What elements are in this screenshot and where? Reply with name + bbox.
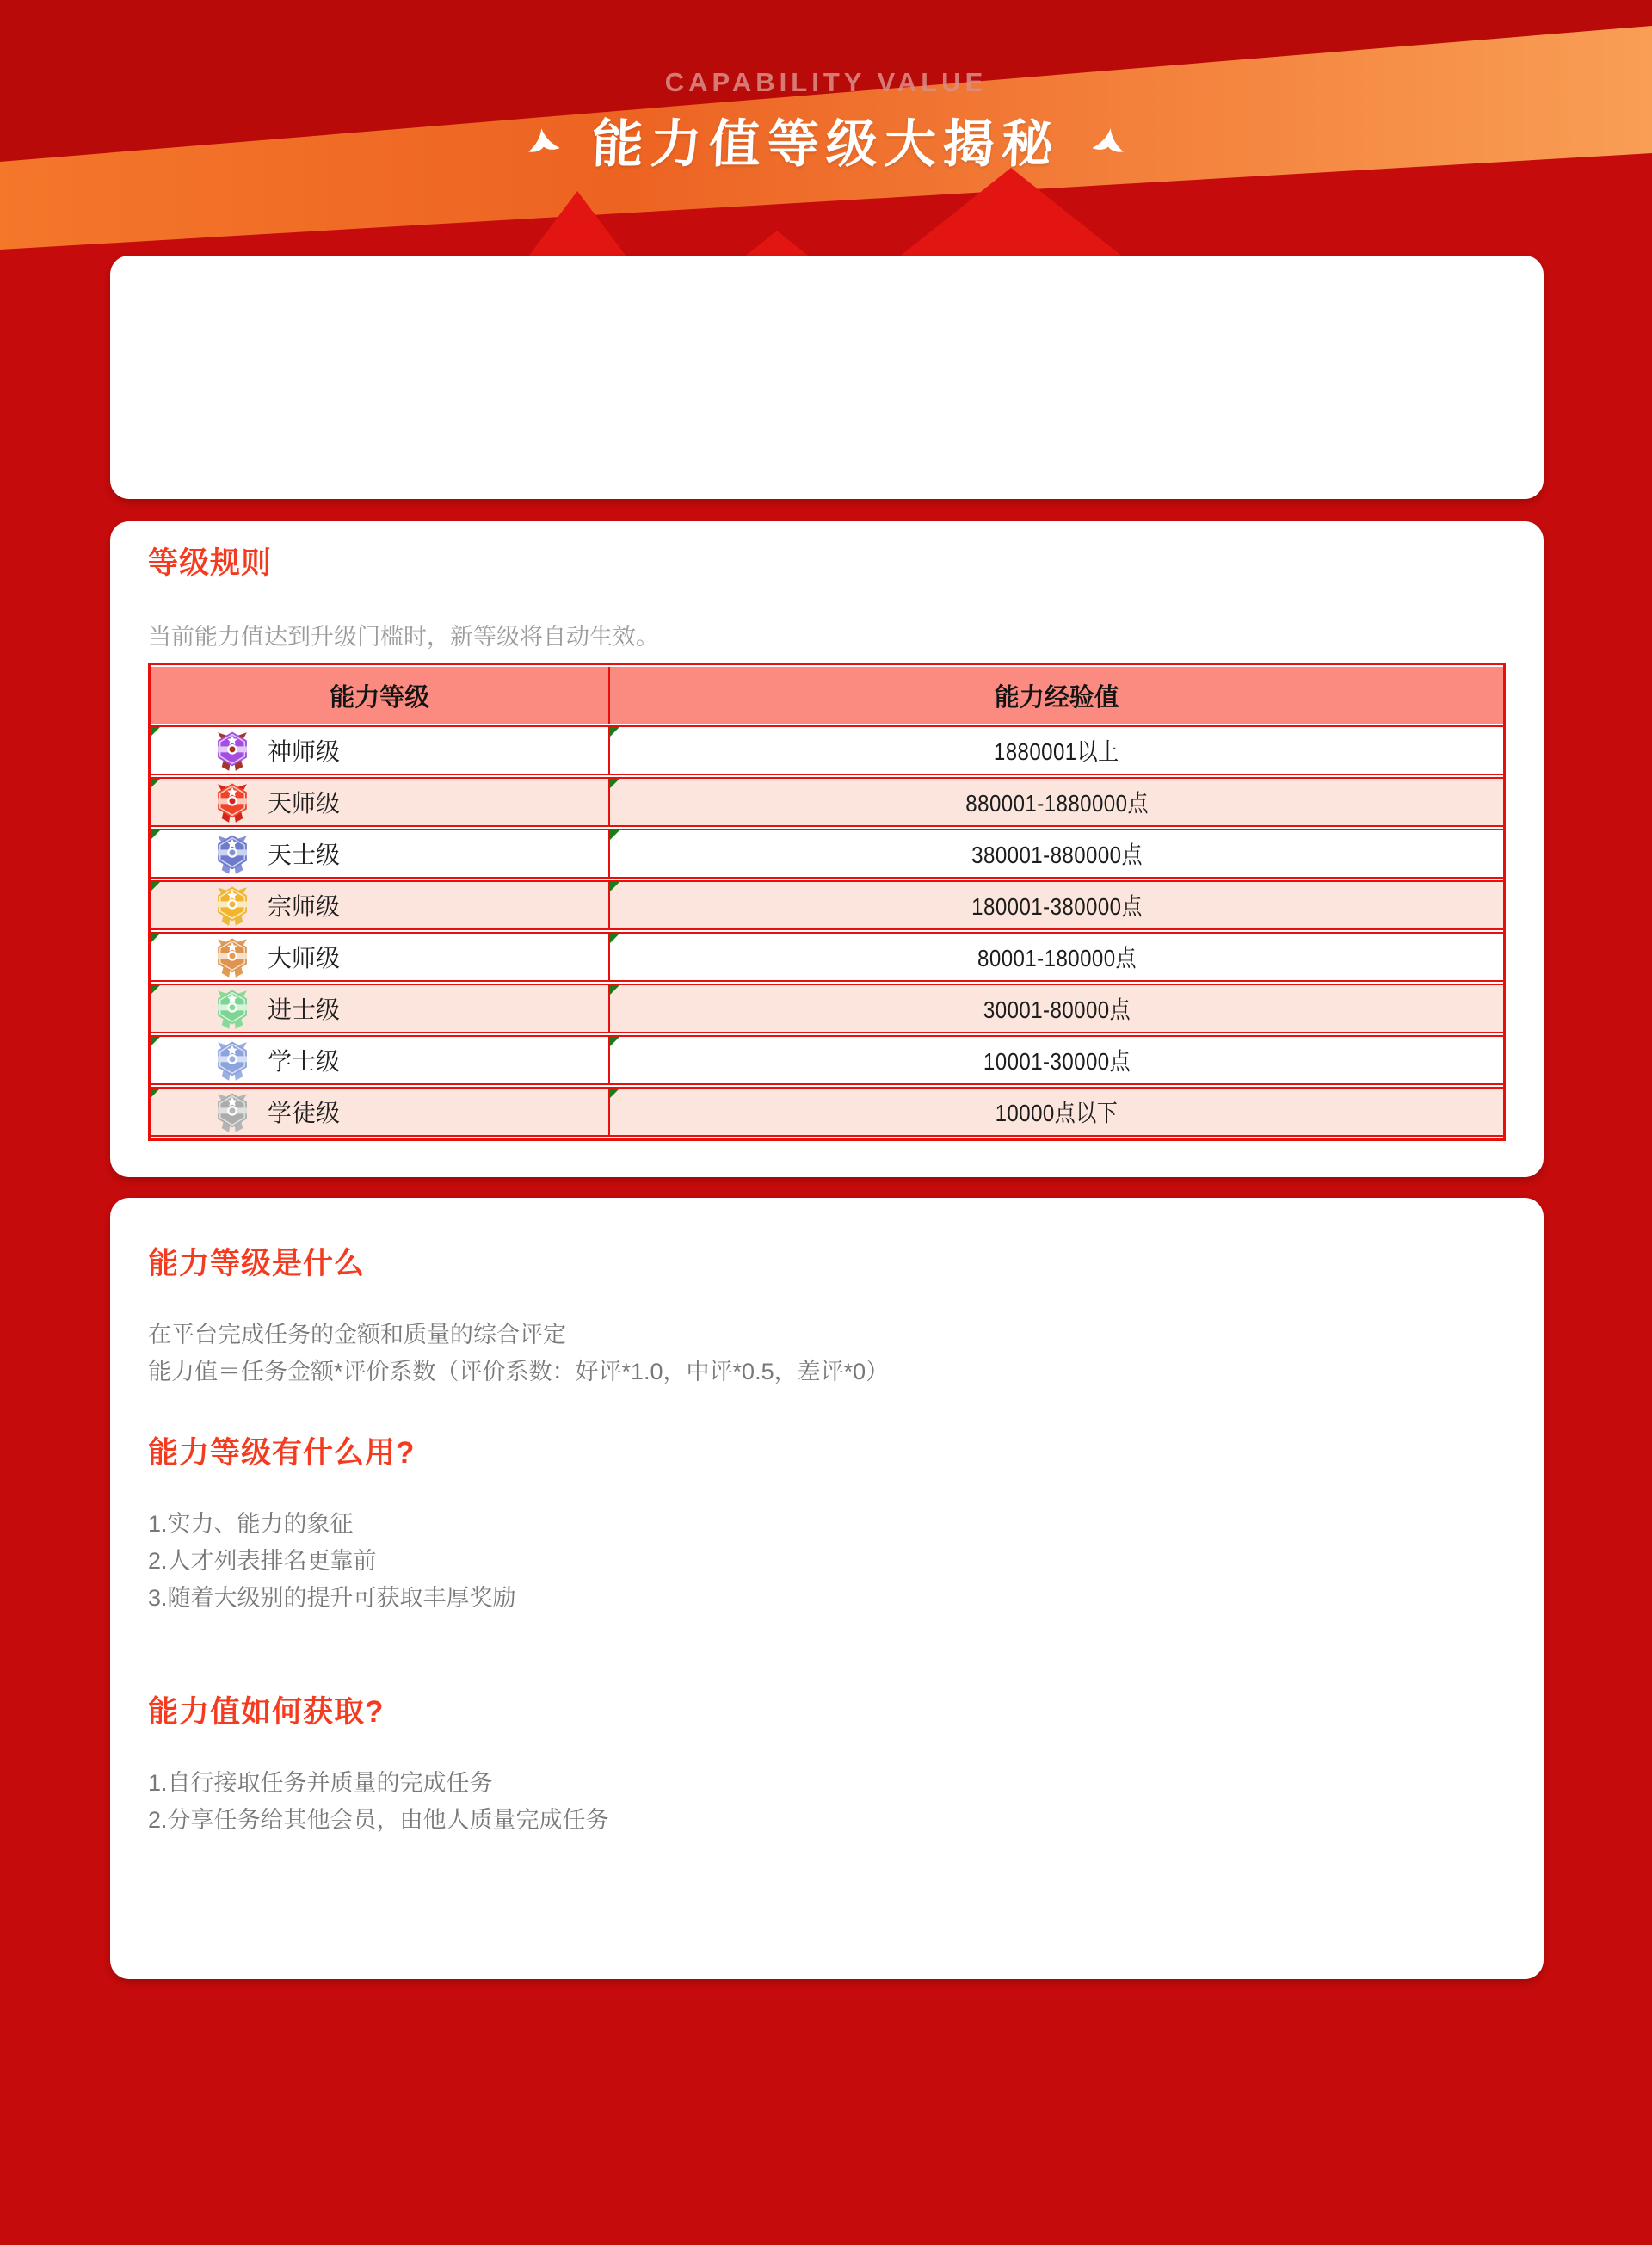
page-title: 能力值等级大揭秘 bbox=[590, 115, 1062, 173]
banner bbox=[0, 0, 1652, 177]
cell-corner-marker bbox=[151, 934, 160, 943]
level-badge-icon bbox=[213, 986, 252, 1031]
level-name: 大师级 bbox=[268, 945, 341, 971]
info-section bbox=[148, 1694, 1506, 1839]
cell-corner-marker bbox=[610, 830, 620, 840]
section-line: 1.自行接取任务并质量的完成任务 bbox=[148, 1770, 493, 1796]
section-lines bbox=[148, 1765, 1506, 1839]
info-section bbox=[148, 1435, 1506, 1617]
cell-corner-marker bbox=[610, 934, 620, 943]
level-range: 10001-30000点 bbox=[983, 1048, 1131, 1075]
level-range: 380001-880000点 bbox=[971, 842, 1143, 868]
level-badge-icon bbox=[213, 934, 252, 979]
section-line: 2.分享任务给其他会员，由他人质量完成任务 bbox=[148, 1807, 609, 1833]
level-range: 80001-180000点 bbox=[977, 945, 1137, 971]
table-row bbox=[151, 1087, 1503, 1137]
level-badge-icon bbox=[213, 1089, 252, 1134]
hero-card bbox=[110, 256, 1544, 499]
banner-eyebrow: CAPABILITY VALUE bbox=[664, 67, 988, 97]
paper-plane-icon bbox=[1083, 117, 1134, 163]
level-table bbox=[148, 663, 1506, 1141]
level-badge-icon bbox=[213, 780, 252, 824]
column-header-experience: 能力经验值 bbox=[610, 667, 1503, 724]
section-line: 在平台完成任务的金额和质量的综合评定 bbox=[148, 1322, 566, 1348]
level-name: 学士级 bbox=[268, 1048, 341, 1075]
level-name: 神师级 bbox=[268, 738, 341, 765]
cell-corner-marker bbox=[610, 1037, 620, 1046]
level-range: 30001-80000点 bbox=[983, 996, 1131, 1023]
cell-corner-marker bbox=[610, 882, 620, 891]
section-lines bbox=[148, 1317, 1506, 1391]
section-line: 2.人才列表排名更靠前 bbox=[148, 1548, 377, 1574]
section-heading: 能力等级有什么用? bbox=[148, 1436, 416, 1470]
table-row bbox=[151, 880, 1503, 930]
cell-corner-marker bbox=[610, 1089, 620, 1098]
level-range: 880001-1880000点 bbox=[965, 790, 1149, 817]
cell-corner-marker bbox=[151, 830, 160, 840]
cell-corner-marker bbox=[610, 779, 620, 788]
cell-corner-marker bbox=[151, 1037, 160, 1046]
info-section bbox=[148, 1246, 1506, 1391]
level-name: 宗师级 bbox=[268, 893, 341, 920]
level-badge-icon bbox=[213, 831, 252, 876]
table-header-row bbox=[151, 667, 1503, 724]
cell-corner-marker bbox=[151, 779, 160, 788]
column-header-level: 能力等级 bbox=[151, 667, 610, 724]
level-range: 1880001以上 bbox=[994, 738, 1120, 765]
cell-corner-marker bbox=[610, 985, 620, 995]
table-row bbox=[151, 984, 1503, 1033]
table-row bbox=[151, 1035, 1503, 1085]
paper-plane-icon bbox=[517, 117, 568, 163]
cell-corner-marker bbox=[610, 727, 620, 737]
level-range: 180001-380000点 bbox=[971, 893, 1143, 920]
info-card bbox=[110, 1198, 1544, 1979]
rules-card bbox=[110, 521, 1544, 1177]
level-name: 进士级 bbox=[268, 996, 341, 1023]
table-row bbox=[151, 725, 1503, 775]
section-line: 1.实力、能力的象征 bbox=[148, 1511, 354, 1537]
section-heading: 能力值如何获取? bbox=[148, 1695, 385, 1729]
level-badge-icon bbox=[213, 1038, 252, 1082]
cell-corner-marker bbox=[151, 1089, 160, 1098]
section-line: 能力值＝任务金额*评价系数（评价系数：好评*1.0，中评*0.5，差评*0） bbox=[148, 1359, 890, 1385]
level-range: 10000点以下 bbox=[995, 1100, 1119, 1126]
table-row bbox=[151, 777, 1503, 827]
level-name: 天师级 bbox=[268, 790, 341, 817]
level-name: 天士级 bbox=[268, 842, 341, 868]
table-row bbox=[151, 932, 1503, 982]
section-line: 3.随着大级别的提升可获取丰厚奖励 bbox=[148, 1585, 516, 1611]
level-badge-icon bbox=[213, 883, 252, 928]
level-badge-icon bbox=[213, 728, 252, 773]
rules-subtitle: 当前能力值达到升级门槛时，新等级将自动生效。 bbox=[148, 624, 659, 650]
cell-corner-marker bbox=[151, 882, 160, 891]
section-lines bbox=[148, 1506, 1506, 1617]
level-name: 学徒级 bbox=[268, 1100, 341, 1126]
section-heading: 能力等级是什么 bbox=[148, 1247, 366, 1280]
rules-heading: 等级规则 bbox=[148, 546, 273, 580]
cell-corner-marker bbox=[151, 727, 160, 737]
table-row bbox=[151, 829, 1503, 879]
cell-corner-marker bbox=[151, 985, 160, 995]
